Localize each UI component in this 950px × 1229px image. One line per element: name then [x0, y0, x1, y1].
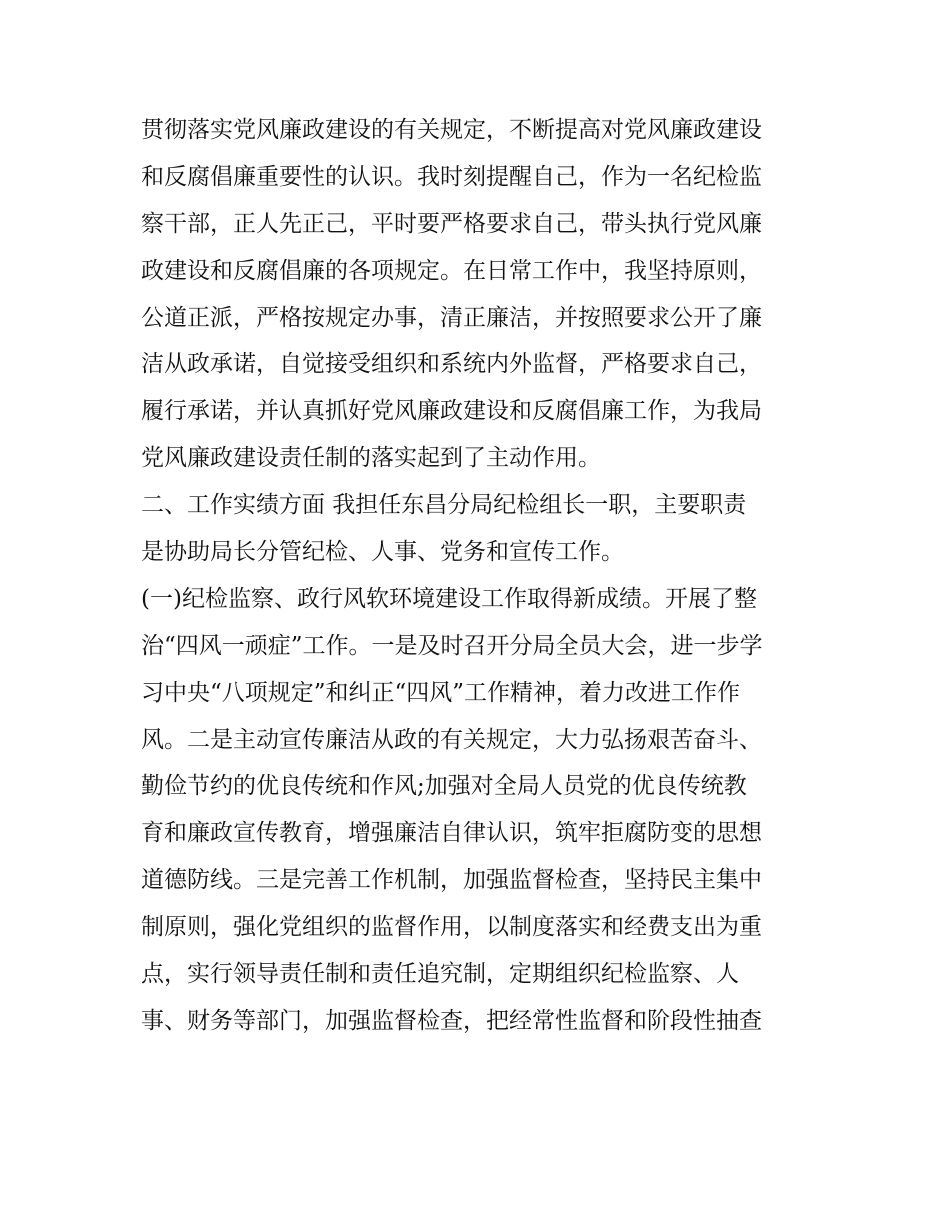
text-line: 政建设和反腐倡廉的各项规定。在日常工作中，我坚持原则，: [141, 257, 762, 284]
text-line: 道德防线。三是完善工作机制，加强监督检查，坚持民主集中: [141, 867, 762, 894]
text-line: 公道正派，严格按规定办事，清正廉洁，并按照要求公开了廉: [141, 304, 762, 331]
text-line: 履行承诺，并认真抓好党风廉政建设和反腐倡廉工作，为我局: [141, 398, 762, 425]
text-line: 制原则，强化党组织的监督作用，以制度落实和经费支出为重: [141, 914, 762, 941]
text-line: 洁从政承诺，自觉接受组织和系统内外监督，严格要求自己，: [141, 351, 762, 378]
text-line: 事、财务等部门，加强监督检查，把经常性监督和阶段性抽查: [141, 1007, 762, 1034]
text-line: 勤俭节约的优良传统和作风;加强对全局人员党的优良传统教: [141, 773, 747, 800]
text-line: 习中央“八项规定”和纠正“四风”工作精神，着力改进工作作: [141, 679, 741, 706]
text-line: 贯彻落实党风廉政建设的有关规定，不断提高对党风廉政建设: [141, 117, 762, 143]
text-line: 风。二是主动宣传廉洁从政的有关规定，大力弘扬艰苦奋斗、: [141, 726, 762, 753]
text-line: 育和廉政宣传教育，增强廉洁自律认识，筑牢拒腐防变的思想: [141, 820, 762, 847]
text-line: 点，实行领导责任制和责任追究制，定期组织纪检监察、人: [141, 961, 739, 988]
subsection-heading-line: (一)纪检监察、政行风软环境建设工作取得新成绩。开展了整: [141, 585, 757, 612]
section-heading-line: 二、工作实绩方面 我担任东昌分局纪检组长一职，主要职责: [141, 492, 747, 519]
text-line: 是协助局长分管纪检、人事、党务和宣传工作。: [141, 539, 624, 566]
text-line: 察干部，正人先正己，平时要严格要求自己，带头执行党风廉: [141, 210, 762, 237]
text-line: 和反腐倡廉重要性的认识。我时刻提醒自己，作为一名纪检监: [141, 163, 762, 190]
text-line: 治“四风一顽症”工作。一是及时召开分局全员大会，进一步学: [141, 632, 763, 659]
text-line: 党风廉政建设责任制的落实起到了主动作用。: [141, 445, 601, 472]
document-body: [141, 107, 821, 1045]
